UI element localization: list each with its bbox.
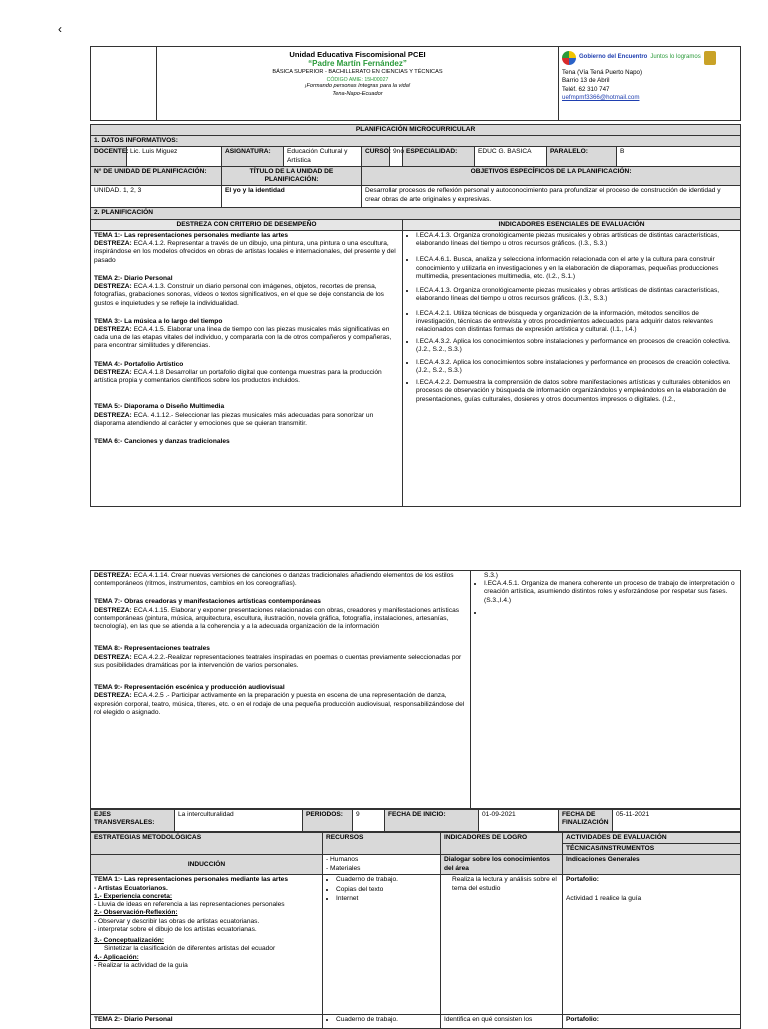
destreza-label: DESTREZA: [94, 653, 132, 661]
tema-block [94, 438, 399, 446]
strategy-step-2: 2.- Observación-Reflexión: [94, 909, 178, 917]
destreza-text: ECA.4.1.8 Desarrollar un portafolio digital que contenga muestras para la producción artística propia y comentarios científicos sobre los productos incluidos. [94, 368, 382, 385]
section-2-title: 2. PLANIFICACIÓN [91, 208, 741, 219]
actividades-label: ACTIVIDADES DE EVALUACIÓN [563, 833, 741, 844]
destreza-label: DESTREZA: [94, 572, 132, 579]
logro-label: INDICADORES DE LOGRO [441, 833, 563, 855]
actividad-text: Actividad 1 realice la guía [566, 894, 642, 902]
tecnicas-label: TÉCNICAS/INSTRUMENTOS [563, 844, 741, 855]
address-line-1: Tena (Vía Tená Puerto Napo) [562, 69, 643, 76]
tema-block [94, 403, 399, 428]
destreza-label: DESTREZA: [94, 325, 132, 333]
tema-block [94, 572, 467, 588]
tema-block [94, 645, 467, 670]
asignatura-value: Educación Cultural y Artística [284, 147, 362, 166]
objetivos-label: OBJETIVOS ESPECÍFICOS DE LA PLANIFICACIÓN: [362, 166, 741, 185]
num-unidad-label: N° DE UNIDAD DE PLANIFICACIÓN: [91, 166, 222, 185]
address-line-2: Barrio 13 de Abril [562, 77, 610, 85]
docente-value: Lic. Luis Miguez [127, 147, 222, 166]
destreza-label: DESTREZA: [94, 606, 132, 614]
tema2-portafolio: Portafolio: [563, 1015, 741, 1029]
plan-table-continued [90, 570, 740, 1029]
destreza-text: ECA.4.1.2. Representar a través de un dibujo, una pintura, una pintura o una escultura, inspirándose en los modelos ofrecidos en obras de artistas locales e internacionales, del presente y del pasado [94, 240, 396, 264]
school-code: CÓDIGO AMIE: 15H00027 [326, 76, 389, 83]
recurso-item: • Cuaderno de trabajo. [336, 876, 437, 884]
periodos-label: PERIODOS: [303, 810, 353, 832]
tema-title: TEMA 7:- Obras creadoras y manifestaciones artísticas contemporáneas [94, 598, 321, 606]
strategy-step-1-text: - Lluvia de ideas en referencia a las representaciones personales [94, 901, 285, 909]
email-link[interactable]: uefmpmf3366@hotmail.com [562, 94, 640, 102]
portafolio-label: Portafolio: [566, 876, 599, 884]
indicador-item: • I.ECA.4.1.3. Organiza cronológicamente piezas musicales y obras artísticas de distintas características, elaborando líneas del tiempo u otros recursos gráficos. (I.3., S.3.) [416, 287, 737, 303]
paralelo-label: PARALELO: [547, 147, 617, 166]
destreza-text: ECA.4.1.3. Construir un diario personal con imágenes, objetos, recortes de prensa, fotografías, grabaciones sonoras, vídeos o textos significativos, en el que se deje constancia de los gustos e inquietudes y se refleje la individualidad. [94, 283, 384, 307]
especialidad-label: ESPECIALIDAD: [403, 147, 475, 166]
government-logo-icon [562, 51, 576, 65]
tema-title: TEMA 9:- Representación escénica y producción audiovisual [94, 684, 285, 692]
destreza-label: DESTREZA: [94, 411, 132, 419]
indicadores-cell-continued [471, 571, 741, 809]
school-name: “Padre Martín Fernández” [308, 59, 407, 69]
tema-block [94, 275, 399, 308]
logo-text-2: Juntos lo logramos [650, 54, 701, 61]
strategy-tema-sub: - Artistas Ecuatorianos. [94, 884, 168, 892]
tema-block [94, 318, 399, 351]
estrategias-label: ESTRATEGIAS METODOLÓGICAS [91, 833, 323, 855]
curso-label: CURSO: [362, 147, 390, 166]
tema2-recurso-cell [323, 1015, 441, 1029]
tema-title: TEMA 6:- Canciones y danzas tradicionales [94, 438, 230, 446]
titulo-unidad-label: TÍTULO DE LA UNIDAD DE PLANIFICACIÓN: [222, 166, 362, 185]
recurso-item: • Cuaderno de trabajo. [336, 1016, 437, 1024]
indicador-continuation: S.3.) [484, 572, 498, 579]
header-block [90, 46, 740, 121]
destreza-label: DESTREZA: [94, 240, 132, 248]
header-left-cell [91, 47, 157, 121]
strategy-step-2-text-1: - Observar y describir las obras de artistas ecuatorianas. [94, 917, 260, 925]
especialidad-value: EDUC G. BASICA [475, 147, 547, 166]
destreza-text: ECA.4.1.14. Crear nuevas versiones de canciones o danzas tradicionales añadiendo elementos de los estilos contemporáneos (ritmos, instrumentos, cambios en los coreografías). [94, 572, 454, 588]
school-level: BÁSICA SUPERIOR - BACHILLERATO EN CIENCIAS Y TÉCNICAS [272, 69, 443, 76]
destreza-text: ECA.4.2.2.-Realizar representaciones teatrales inspiradas en poemas o cuentas previamente seleccionadas por sus posibilidades dramáticas por la intervención de varios personales. [94, 653, 462, 669]
recursos-label: RECURSOS [323, 833, 441, 855]
indicadores-cell [403, 230, 741, 506]
induccion-label: INDUCCIÓN [91, 855, 323, 875]
fin-value: 05-11-2021 [613, 810, 741, 832]
titulo-value: El yo y la identidad [222, 186, 362, 208]
strategy-step-4-text: - Realizar la actividad de la guía [94, 961, 188, 969]
indicaciones-generales: Indicaciones Generales [563, 855, 741, 875]
institution-cell [157, 47, 559, 121]
indicador-item-empty [484, 609, 737, 617]
phone: Teléf. 62 310 747 [562, 85, 610, 93]
objetivo-value: Desarrollar procesos de reflexión personal y autoconocimiento para profundizar el proceso de construcción de identidad y crear obras de arte originales y expresivas. [362, 186, 741, 208]
section-1-title: 1. DATOS INFORMATIVOS: [91, 136, 741, 147]
docente-label: DOCENTE: [91, 147, 127, 166]
indicador-item: • I.ECA.4.3.2. Aplica los conocimientos sobre instalaciones y performance en procesos de creación colectiva. (J.2., S.2., S.3.) [416, 359, 737, 375]
curso-value: 9no [390, 147, 403, 166]
inicio-label: FECHA DE INICIO: [385, 810, 479, 832]
destreza-text: ECA.4.1.15. Elaborar y exponer presentaciones relacionadas con obras, creadores y manifestaciones artísticas contemporáneas (pintura, música, arquitectura, escultura, ilustración, novela gráfica, fotografía, instalaciones, artesanías, tecnología), en las que se atienda a la coherencia y a la adecuada organización de la información [94, 606, 460, 631]
paralelo-value: B [617, 147, 741, 166]
evaluacion-cell [563, 875, 741, 1015]
recursos-humanos: - Humanos [326, 856, 359, 864]
strategy-step-1: 1.- Experiencia concreta: [94, 892, 173, 900]
strategy-step-4: 4.- Aplicación: [94, 953, 139, 961]
strategy-tema-title: TEMA 1:- Las representaciones personales mediante las artes [94, 876, 288, 884]
institution-name: Unidad Educativa Fiscomisional PCEI [289, 50, 426, 59]
strategy-step-3-text: Sintetizar la clasificación de diferentes artistas del ecuador [104, 945, 276, 953]
tema-block [94, 684, 467, 717]
logro-head: Dialogar sobre los conocimientos del área [441, 855, 563, 875]
recursos-materiales: - Materiales [326, 864, 361, 872]
destrezas-cell [91, 230, 403, 506]
tema-title: TEMA 3:- La música a lo largo del tiempo [94, 317, 223, 325]
government-logo [562, 51, 737, 65]
destreza-header: DESTREZA CON CRITERIO DE DESEMPEÑO [91, 219, 403, 230]
strategy-step-2-text-2: - interpretar sobre el dibujo de los artistas ecuatorianas. [94, 925, 257, 933]
tema1-strategy-cell [91, 875, 323, 1015]
recursos-list-cell [323, 875, 441, 1015]
periodos-value: 9 [353, 810, 385, 832]
indicador-item: • I.ECA.4.1.3. Organiza cronológicamente piezas musicales y obras artísticas de distintas características, elaborando líneas del tiempo u otros recursos gráficos. (I.3., S.3.) [416, 232, 737, 248]
recurso-item: • Copias del texto [336, 886, 437, 894]
tema-block [94, 361, 399, 386]
fin-label: FECHA DE FINALIZACIÓN [559, 810, 613, 832]
asignatura-label: ASIGNATURA: [222, 147, 284, 166]
tema-title: TEMA 2:- Diario Personal [94, 274, 173, 282]
indicador-item: • I.ECA.4.6.1. Busca, analiza y selecciona información relacionada con el arte y la cultura para construir conocimiento y utilizarla en investigaciones y en la elaboración de diaporamas, pequeñas producciones multimedia, presentaciones multimedia, etc. (I.2., S.1.) [416, 256, 737, 281]
plan-title: PLANIFICACIÓN MICROCURRICULAR [91, 125, 741, 136]
destreza-label: DESTREZA: [94, 283, 132, 291]
recurso-item: • Internet [336, 895, 437, 903]
indicador-item: • I.ECA.4.2.1. Utiliza técnicas de búsqueda y organización de la información, métodos sencillos de investigación, técnicas de entrevista y otros procedimientos adecuados para adquirir datos relevantes relacionados con distintas formas de expresión artística y cultural. (I.1., I.4.) [416, 310, 737, 335]
tema-title: TEMA 5:- Diaporama o Diseño Multimedia [94, 403, 225, 411]
page-2 [0, 566, 768, 1024]
logo-text: Gobierno del Encuentro [579, 54, 648, 61]
tema-title: TEMA 4:- Portafolio Artístico [94, 360, 184, 368]
ejes-value: La interculturalidad [175, 810, 303, 832]
unidad-value: UNIDAD. 1, 2, 3 [91, 186, 222, 208]
destreza-text: ECA.4.1.5. Elaborar una línea de tiempo con las piezas musicales más significativas en cada una de las etapas vitales del individuo, y compararla con la de otros compañeros y compañeras, para encontrar similitudes y diferencias. [94, 325, 392, 350]
plan-table [90, 124, 740, 507]
indicadores-header: INDICADORES ESENCIALES DE EVALUACIÓN [403, 219, 741, 230]
destreza-text: ECA. 4.1.12.- Seleccionar las piezas musicales más adecuadas para sonorizar un diaporama atendiendo al carácter y emociones que se quieran transmitir. [94, 411, 374, 427]
logro-item-cell [441, 875, 563, 1015]
strategy-step-3: 3.- Conceptualización: [94, 937, 164, 945]
tema2-logro: Identifica en qué consisten los [441, 1015, 563, 1029]
school-city: Tena-Napo-Ecuador [332, 90, 383, 97]
destreza-text: ECA.4.2.5 .- Participar activamente en la preparación y puesta en escena de una representación de danza, expresión corporal, teatro, música, títeres, etc. o en el rodaje de una pequeña producción audiovisual, responsabilizándose del rol elegido o asignado. [94, 692, 465, 716]
school-motto: ¡Formando personas íntegras para la vida! [304, 83, 411, 90]
indicador-item: • I.ECA.4.5.1. Organiza de manera coherente un proceso de trabajo de interpretación o creación artística, asumiendo distintos roles y esforzándose por respetar sus fases. (S.3.,I.4.) [484, 580, 737, 605]
logro-item: Realiza la lectura y análisis sobre el tema del estudio [452, 876, 557, 892]
back-chevron-icon[interactable]: ‹ [58, 22, 62, 36]
tema-title: TEMA 1:- Las representaciones personales mediante las artes [94, 231, 288, 239]
indicador-item: • I.ECA.4.3.2. Aplica los conocimientos sobre instalaciones y performance en procesos de creación colectiva. (J.2., S.2., S.3.) [416, 338, 737, 354]
ejes-label: EJES TRANSVERSALES: [91, 810, 175, 832]
recursos-head-cell [323, 855, 441, 875]
destreza-label: DESTREZA: [94, 368, 132, 376]
destrezas-cell-continued [91, 571, 471, 809]
tema-title: TEMA 8:- Representaciones teatrales [94, 645, 210, 653]
tema2-strategy-title: TEMA 2:- Diario Personal [91, 1015, 323, 1029]
destreza-label: DESTREZA: [94, 692, 132, 700]
contact-cell [559, 47, 741, 121]
tema-block [94, 598, 467, 631]
indicador-item: • I.ECA.4.2.2. Demuestra la comprensión de datos sobre manifestaciones artísticas y culturales obtenidos en procesos de observación y búsqueda de información organizándolos y empleándolos en la elaboración de presentaciones, guías culturales, dosieres y otros documentos impresos o digitales. (I.2., [416, 379, 737, 404]
inicio-value: 01-09-2021 [479, 810, 559, 832]
coat-of-arms-icon [704, 51, 716, 65]
tema-block [94, 232, 399, 265]
